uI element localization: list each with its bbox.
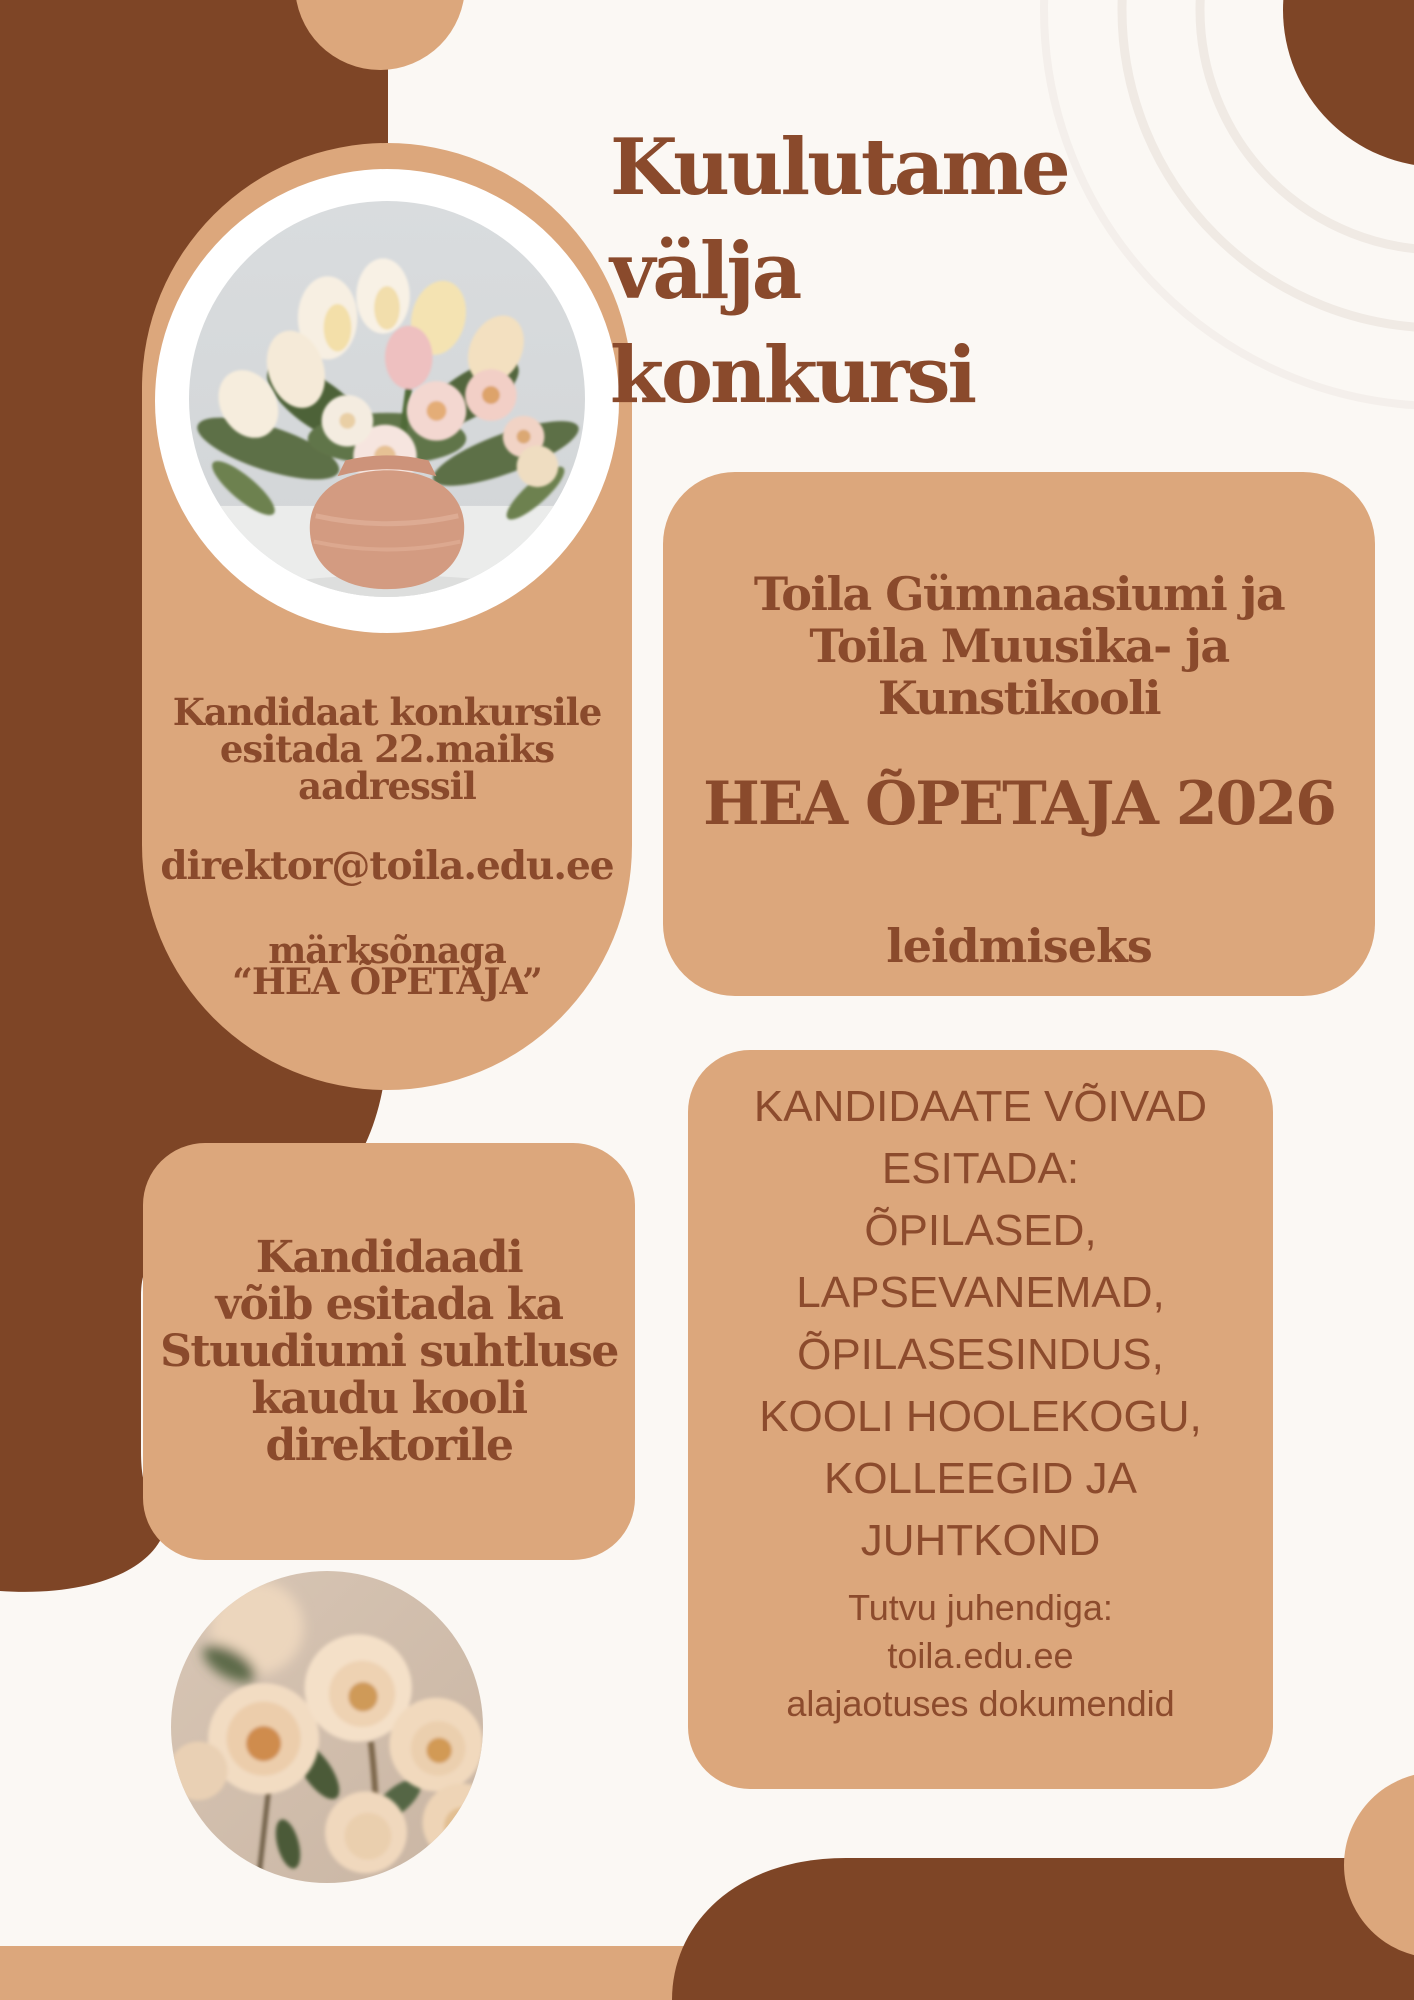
announcement-card <box>663 472 1375 996</box>
poster-title <box>610 116 1370 428</box>
alt-line-4: kaudu kooli <box>251 1373 527 1424</box>
alt-line-3: Stuudiumi suhtluse <box>160 1326 618 1377</box>
contact-info-line-3: aadressil <box>298 764 476 808</box>
candidates-list <box>754 1076 1207 1572</box>
contact-info-line-1: Kandidaat konkursile <box>172 690 602 734</box>
candidates-line-5: ÕPILASESINDUS, <box>797 1330 1164 1379</box>
vase-photo <box>189 201 585 597</box>
school-line-3: Kunstikooli <box>877 671 1161 725</box>
peony-photo-illustration <box>171 1571 483 1883</box>
candidates-line-6: KOOLI HOOLEKOGU, <box>759 1392 1202 1441</box>
peony-photo <box>171 1571 483 1883</box>
contact-info-line-2: esitada 22.maiks <box>219 727 555 771</box>
school-line-1: Toila Gümnaasiumi ja <box>753 567 1285 621</box>
award-title: HEA ÕPETAJA 2026 <box>703 769 1335 839</box>
candidates-line-8: JUHTKOND <box>860 1516 1101 1565</box>
vase-photo-illustration <box>189 201 585 597</box>
guide-note-line-3: alajaotuses dokumendid <box>786 1683 1175 1724</box>
title-line-3: konkursi <box>610 330 975 421</box>
guide-note-line-2: toila.edu.ee <box>887 1635 1074 1676</box>
candidates-line-7: KOLLEEGID JA <box>823 1454 1137 1503</box>
title-line-2: välja <box>610 226 800 317</box>
contact-info <box>142 690 632 808</box>
school-line-2: Toila Muusika- ja <box>809 619 1229 673</box>
guide-note-line-1: Tutvu juhendiga: <box>848 1587 1113 1628</box>
candidates-line-1: KANDIDAATE VÕIVAD <box>753 1082 1208 1131</box>
guide-note <box>786 1584 1174 1728</box>
bottom-brown-shape <box>672 1858 1414 2000</box>
email-text: direktor@toila.edu.ee <box>160 843 614 889</box>
alt-line-5: direktorile <box>265 1420 513 1471</box>
candidates-line-3: ÕPILASED, <box>864 1206 1097 1255</box>
keyword-text <box>142 930 632 1003</box>
candidates-line-2: ESITADA: <box>881 1144 1080 1193</box>
alt-line-1: Kandidaadi <box>255 1232 523 1283</box>
candidates-card <box>688 1050 1273 1789</box>
candidates-line-4: LAPSEVANEMAD, <box>796 1268 1165 1317</box>
alt-line-2: võib esitada ka <box>215 1279 563 1330</box>
keyword-line-2: “HEA ÕPETAJA” <box>232 961 542 1003</box>
award-suffix: leidmiseks <box>886 919 1152 973</box>
alternative-submission-card <box>143 1143 635 1560</box>
title-line-1: Kuulutame <box>610 122 1068 213</box>
keyword-line-1: märksõnaga <box>268 930 506 972</box>
school-name <box>754 568 1284 724</box>
